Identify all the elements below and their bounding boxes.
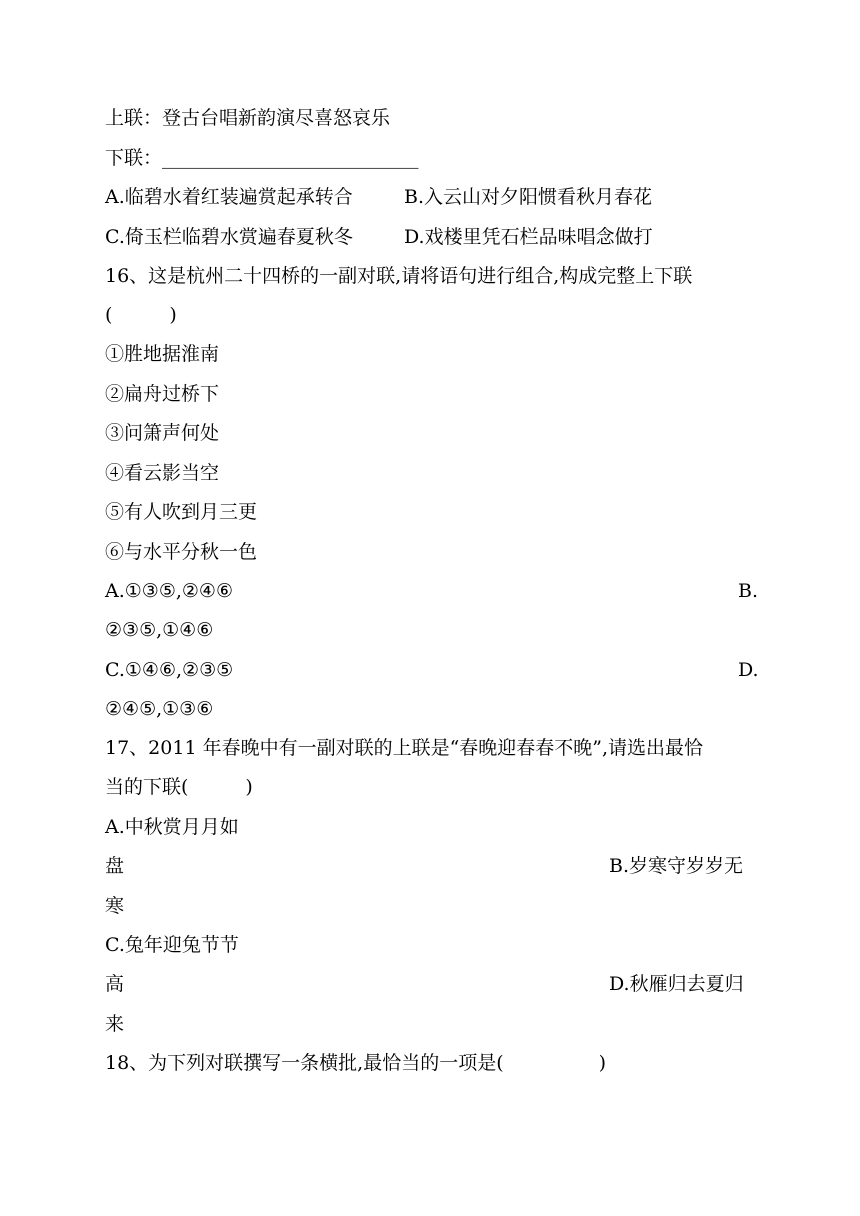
q15-option-d: D.戏楼里凭石栏品味唱念做打 bbox=[404, 226, 653, 248]
q15-option-a: A.临碧水着红装遍赏起承转合 bbox=[105, 186, 353, 208]
q17-option-d-cont: 来 bbox=[105, 1013, 125, 1035]
q16-item-5: ⑤有人吹到月三更 bbox=[105, 501, 258, 523]
q17-option-a: A.中秋赏月月如 bbox=[105, 816, 239, 838]
q15-option-b: B.入云山对夕阳惯看秋月春花 bbox=[404, 186, 653, 208]
q16-item-6: ⑥与水平分秋一色 bbox=[105, 541, 258, 563]
q16-answer-blank: ( ) bbox=[105, 304, 177, 326]
q16-option-c: C.①④⑥,②③⑤ bbox=[105, 659, 234, 681]
q17-option-a-cont: 盘 bbox=[105, 855, 125, 877]
q16-item-3: ③问箫声何处 bbox=[105, 422, 220, 444]
q17-option-c: C.兔年迎兔节节 bbox=[105, 934, 239, 956]
q17-option-b: B.岁寒守岁岁无 bbox=[609, 855, 744, 877]
q16-item-2: ②扁舟过桥下 bbox=[105, 383, 220, 405]
q15-lower-couplet-blank: 下联：___________________________ bbox=[105, 147, 419, 169]
q17-option-b-cont: 寒 bbox=[105, 895, 125, 917]
q15-upper-couplet: 上联：登古台唱新韵演尽喜怒哀乐 bbox=[105, 107, 391, 129]
q18-stem: 18、为下列对联撰写一条横批,最恰当的一项是( ) bbox=[105, 1052, 607, 1074]
q17-option-d: D.秋雁归去夏归 bbox=[609, 973, 744, 995]
q16-option-d-text: ②④⑤,①③⑥ bbox=[105, 698, 214, 720]
q17-stem-line1: 17、2011 年春晚中有一副对联的上联是“春晚迎春春不晚”,请选出最恰 bbox=[105, 737, 704, 759]
q16-item-4: ④看云影当空 bbox=[105, 462, 220, 484]
q16-option-d-label: D. bbox=[738, 659, 759, 681]
q17-option-c-cont: 高 bbox=[105, 973, 125, 995]
q16-option-b-label: B. bbox=[738, 580, 759, 602]
q16-option-a: A.①③⑤,②④⑥ bbox=[105, 580, 233, 602]
q17-stem-line2: 当的下联( ) bbox=[105, 776, 253, 798]
q15-option-c: C.倚玉栏临碧水赏遍春夏秋冬 bbox=[105, 226, 353, 248]
q16-option-b-text: ②③⑤,①④⑥ bbox=[105, 619, 214, 641]
q16-stem: 16、这是杭州二十四桥的一副对联,请将语句进行组合,构成完整上下联 bbox=[105, 265, 693, 287]
q16-item-1: ①胜地据淮南 bbox=[105, 343, 220, 365]
